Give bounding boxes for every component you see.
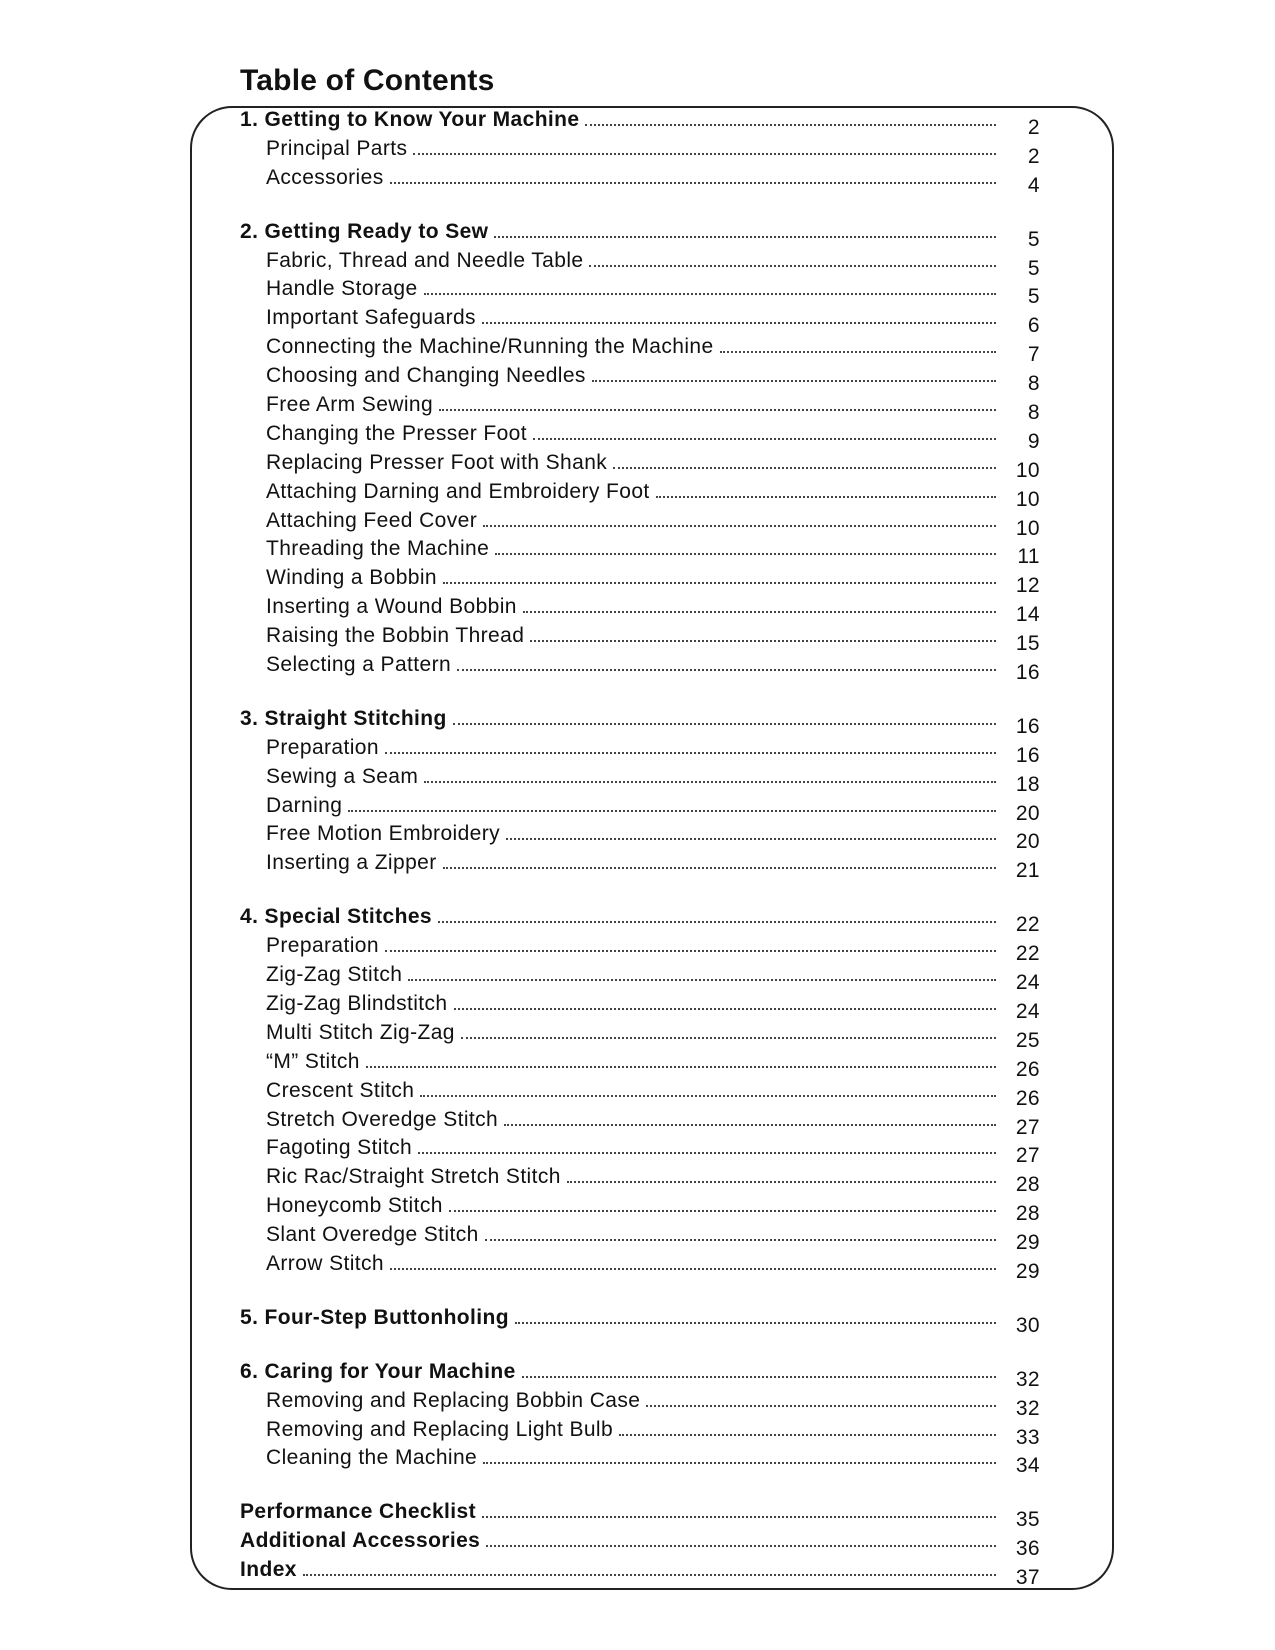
dot-leader <box>390 1268 996 1270</box>
toc-entry-label: Stretch Overedge Stitch <box>266 1107 499 1131</box>
toc-entry-label: Accessories <box>266 165 384 189</box>
toc-entry-label: Handle Storage <box>266 277 418 301</box>
toc-entry[interactable] <box>240 653 1040 685</box>
dot-leader <box>457 669 996 671</box>
toc-entry-page-number: 4 <box>1027 173 1040 197</box>
dot-leader <box>439 409 996 411</box>
toc-entry-page-number: 8 <box>1027 401 1040 425</box>
toc-chapter-entry-page-number: 30 <box>1015 1313 1040 1337</box>
toc-entry-label: Free Arm Sewing <box>266 393 434 417</box>
toc-entry-page-number: 20 <box>1015 801 1040 825</box>
toc-entry-label: Raising the Bobbin Thread <box>266 624 525 648</box>
toc-entry-page-number: 14 <box>1015 603 1040 627</box>
dot-leader <box>413 153 996 155</box>
dot-leader <box>385 950 996 952</box>
toc-chapter-entry-page-number: 16 <box>1015 714 1040 738</box>
toc-entry-page-number: 27 <box>1015 1115 1040 1139</box>
toc-entry[interactable] <box>240 1165 1040 1197</box>
toc-chapter-entry-page-number: 2 <box>1027 116 1040 139</box>
toc-entry-label: Fagoting Stitch <box>266 1136 413 1160</box>
toc-entry-page-number: 8 <box>1027 372 1040 396</box>
toc-entry-label: Attaching Feed Cover <box>266 508 478 532</box>
toc-entry[interactable] <box>240 1252 1040 1281</box>
toc-entry[interactable] <box>240 963 1040 995</box>
toc-entry-page-number: 32 <box>1015 1396 1040 1420</box>
toc-entry[interactable] <box>240 736 1040 765</box>
toc-entry-page-number: 5 <box>1027 256 1040 280</box>
toc-entry-page-number: 33 <box>1015 1425 1040 1449</box>
toc-entry-page-number: 7 <box>1027 343 1040 367</box>
toc-appendix-entry-page-number: 36 <box>1015 1537 1040 1561</box>
dot-leader <box>483 525 996 527</box>
dot-leader <box>485 1239 996 1241</box>
toc-entry-label: Preparation <box>266 735 379 759</box>
toc-entry[interactable] <box>240 1050 1040 1079</box>
toc-entry[interactable] <box>240 1021 1040 1050</box>
toc-entry-label: Cleaning the Machine <box>266 1446 478 1470</box>
dot-leader <box>613 467 996 469</box>
toc-entry-page-number: 5 <box>1027 285 1040 309</box>
toc-entry-label: Removing and Replacing Bobbin Case <box>266 1388 641 1412</box>
dot-leader <box>515 1322 996 1324</box>
toc-entry-label: Sewing a Seam <box>266 764 419 788</box>
toc-appendix-entry-page-number: 37 <box>1015 1566 1040 1590</box>
dot-leader <box>390 182 996 184</box>
dot-leader <box>454 1008 997 1010</box>
toc-entry-page-number: 15 <box>1015 632 1040 656</box>
toc-chapter-entry[interactable] <box>240 108 1040 137</box>
toc-entry[interactable] <box>240 822 1040 854</box>
toc-entry[interactable] <box>240 765 1040 794</box>
toc-list <box>240 108 1040 1612</box>
toc-entry-label: Zig-Zag Blindstitch <box>266 991 448 1015</box>
toc-appendix-entry[interactable] <box>240 1558 1040 1590</box>
dot-leader <box>443 867 996 869</box>
dot-leader <box>443 582 996 584</box>
toc-entry-label: Important Safeguards <box>266 306 476 330</box>
dot-leader <box>424 781 996 783</box>
toc-entry[interactable] <box>240 1223 1040 1255</box>
toc-entry[interactable] <box>240 1194 1040 1226</box>
toc-appendix-entry-page-number: 35 <box>1015 1508 1040 1532</box>
dot-leader <box>720 351 996 353</box>
toc-entry-label: Changing the Presser Foot <box>266 421 527 445</box>
toc-entry-label: Principal Parts <box>266 136 408 160</box>
toc-entry-label: Removing and Replacing Light Bulb <box>266 1417 614 1441</box>
toc-entry-page-number: 22 <box>1015 942 1040 966</box>
toc-section <box>240 1306 1040 1335</box>
toc-entry[interactable] <box>240 934 1040 966</box>
dot-leader <box>366 1066 996 1068</box>
toc-entry-page-number: 27 <box>1015 1144 1040 1168</box>
toc-entry[interactable] <box>240 364 1040 396</box>
toc-entry-label: Inserting a Zipper <box>266 851 437 875</box>
toc-entry[interactable] <box>240 851 1040 883</box>
toc-entry[interactable] <box>240 794 1040 823</box>
toc-entry[interactable] <box>240 306 1040 338</box>
toc-entry-page-number: 11 <box>1017 545 1040 569</box>
toc-chapter-entry[interactable] <box>240 707 1040 736</box>
toc-entry-page-number: 10 <box>1015 487 1040 511</box>
toc-entry-label: Darning <box>266 793 343 817</box>
dot-leader <box>303 1574 996 1576</box>
toc-entry-page-number: 10 <box>1015 458 1040 482</box>
toc-entry-label: Ric Rac/Straight Stretch Stitch <box>266 1165 561 1189</box>
dot-leader <box>348 810 996 812</box>
toc-entry[interactable] <box>240 509 1040 538</box>
toc-entry[interactable] <box>240 249 1040 278</box>
toc-chapter-entry-label: 1. Getting to Know Your Machine <box>240 108 580 131</box>
toc-entry-page-number: 20 <box>1015 830 1040 854</box>
toc-entry-label: Multi Stitch Zig-Zag <box>266 1020 455 1044</box>
toc-appendix-entry-label: Performance Checklist <box>240 1500 476 1524</box>
toc-entry[interactable] <box>240 277 1040 309</box>
toc-entry-page-number: 2 <box>1027 144 1040 168</box>
toc-chapter-entry-label: 2. Getting Ready to Sew <box>240 219 489 243</box>
toc-entry-label: Connecting the Machine/Running the Machine <box>266 335 714 359</box>
toc-entry-page-number: 16 <box>1015 743 1040 767</box>
dot-leader <box>482 322 996 324</box>
toc-entry-page-number: 34 <box>1015 1454 1040 1478</box>
toc-appendix <box>240 1500 1040 1590</box>
toc-entry[interactable] <box>240 166 1040 195</box>
toc-chapter-entry[interactable] <box>240 1306 1040 1335</box>
dot-leader <box>438 921 996 923</box>
dot-leader <box>483 1462 996 1464</box>
toc-chapter-entry[interactable] <box>240 905 1040 937</box>
toc-chapter-entry-label: 6. Caring for Your Machine <box>240 1359 516 1383</box>
toc-entry-page-number: 26 <box>1015 1086 1040 1110</box>
toc-entry-label: Attaching Darning and Embroidery Foot <box>266 479 650 503</box>
dot-leader <box>504 1124 996 1126</box>
toc-entry[interactable] <box>240 1079 1040 1108</box>
toc-appendix-entry-label: Index <box>240 1558 297 1582</box>
toc-section <box>240 706 1040 883</box>
page-title: Table of Contents <box>240 64 495 97</box>
dot-leader <box>589 265 996 267</box>
toc-entry-label: Slant Overedge Stitch <box>266 1223 479 1247</box>
toc-entry-label: Choosing and Changing Needles <box>266 364 586 388</box>
toc-entry-label: Arrow Stitch <box>266 1251 384 1275</box>
toc-section <box>240 219 1040 685</box>
toc-entry-page-number: 9 <box>1027 429 1040 453</box>
dot-leader <box>420 1095 996 1097</box>
dot-leader <box>506 838 996 840</box>
toc-entry[interactable] <box>240 1389 1040 1418</box>
dot-leader <box>385 752 996 754</box>
toc-chapter-entry-label: 4. Special Stitches <box>240 905 433 929</box>
dot-leader <box>656 496 996 498</box>
dot-leader <box>592 380 996 382</box>
toc-entry-label: Threading the Machine <box>266 537 490 561</box>
toc-entry-page-number: 24 <box>1015 971 1040 995</box>
toc-entry[interactable] <box>240 137 1040 166</box>
toc-entry-page-number: 28 <box>1015 1202 1040 1226</box>
toc-entry[interactable] <box>240 422 1040 451</box>
dot-leader <box>530 640 996 642</box>
toc-entry[interactable] <box>240 1418 1040 1447</box>
toc-entry-page-number: 6 <box>1027 314 1040 338</box>
toc-chapter-entry[interactable] <box>240 220 1040 249</box>
toc-entry-page-number: 29 <box>1015 1231 1040 1255</box>
toc-entry[interactable] <box>240 624 1040 656</box>
dot-leader <box>408 979 996 981</box>
toc-entry-page-number: 25 <box>1015 1028 1040 1052</box>
dot-leader <box>567 1181 996 1183</box>
toc-chapter-entry-label: 5. Four-Step Buttonholing <box>240 1305 509 1329</box>
toc-entry-label: Fabric, Thread and Needle Table <box>266 248 584 272</box>
toc-section <box>240 1360 1040 1476</box>
toc-entry[interactable] <box>240 480 1040 509</box>
dot-leader <box>418 1152 996 1154</box>
toc-entry[interactable] <box>240 566 1040 598</box>
dot-leader <box>449 1210 996 1212</box>
toc-entry[interactable] <box>240 451 1040 480</box>
dot-leader <box>486 1545 996 1547</box>
toc-entry-label: “M” Stitch <box>266 1049 360 1073</box>
dot-leader <box>585 124 996 126</box>
toc-entry[interactable] <box>240 595 1040 627</box>
toc-chapter-entry[interactable] <box>240 1360 1040 1389</box>
toc-entry-label: Preparation <box>266 934 379 958</box>
toc-entry-page-number: 24 <box>1015 999 1040 1023</box>
toc-chapter-entry-label: 3. Straight Stitching <box>240 706 447 730</box>
toc-entry-page-number: 18 <box>1015 772 1040 796</box>
toc-entry-label: Selecting a Pattern <box>266 653 452 677</box>
toc-appendix-entry[interactable] <box>240 1500 1040 1532</box>
toc-entry-label: Crescent Stitch <box>266 1078 415 1102</box>
toc-entry[interactable] <box>240 1108 1040 1137</box>
dot-leader <box>495 553 996 555</box>
toc-entry-label: Winding a Bobbin <box>266 566 438 590</box>
toc-section <box>240 108 1040 195</box>
toc-entry[interactable] <box>240 1136 1040 1168</box>
toc-entry[interactable] <box>240 992 1040 1021</box>
toc-chapter-entry-page-number: 5 <box>1027 227 1040 251</box>
dot-leader <box>482 1516 996 1518</box>
toc-entry[interactable] <box>240 393 1040 425</box>
dot-leader <box>461 1037 996 1039</box>
toc-chapter-entry-page-number: 32 <box>1015 1367 1040 1391</box>
toc-entry-page-number: 29 <box>1015 1259 1040 1283</box>
toc-entry[interactable] <box>240 1446 1040 1478</box>
toc-entry-label: Inserting a Wound Bobbin <box>266 595 517 619</box>
toc-entry-label: Zig-Zag Stitch <box>266 963 403 987</box>
toc-entry-page-number: 21 <box>1015 859 1040 883</box>
toc-appendix-entry-label: Additional Accessories <box>240 1529 481 1553</box>
toc-entry-page-number: 28 <box>1015 1173 1040 1197</box>
dot-leader <box>424 293 996 295</box>
toc-chapter-entry-page-number: 22 <box>1015 913 1040 937</box>
toc-appendix-entry[interactable] <box>240 1529 1040 1561</box>
toc-entry-label: Replacing Presser Foot with Shank <box>266 450 608 474</box>
toc-entry-page-number: 16 <box>1015 661 1040 685</box>
toc-entry[interactable] <box>240 537 1040 569</box>
dot-leader <box>533 438 996 440</box>
dot-leader <box>523 611 996 613</box>
dot-leader <box>453 723 996 725</box>
dot-leader <box>646 1405 996 1407</box>
toc-entry[interactable] <box>240 335 1040 367</box>
toc-entry-label: Free Motion Embroidery <box>266 822 501 846</box>
toc-entry-page-number: 26 <box>1015 1057 1040 1081</box>
toc-entry-label: Honeycomb Stitch <box>266 1194 443 1218</box>
dot-leader <box>494 236 996 238</box>
dot-leader <box>619 1434 996 1436</box>
dot-leader <box>522 1376 996 1378</box>
toc-section <box>240 905 1040 1281</box>
toc-entry-page-number: 10 <box>1015 516 1040 540</box>
toc-entry-page-number: 12 <box>1015 574 1040 598</box>
